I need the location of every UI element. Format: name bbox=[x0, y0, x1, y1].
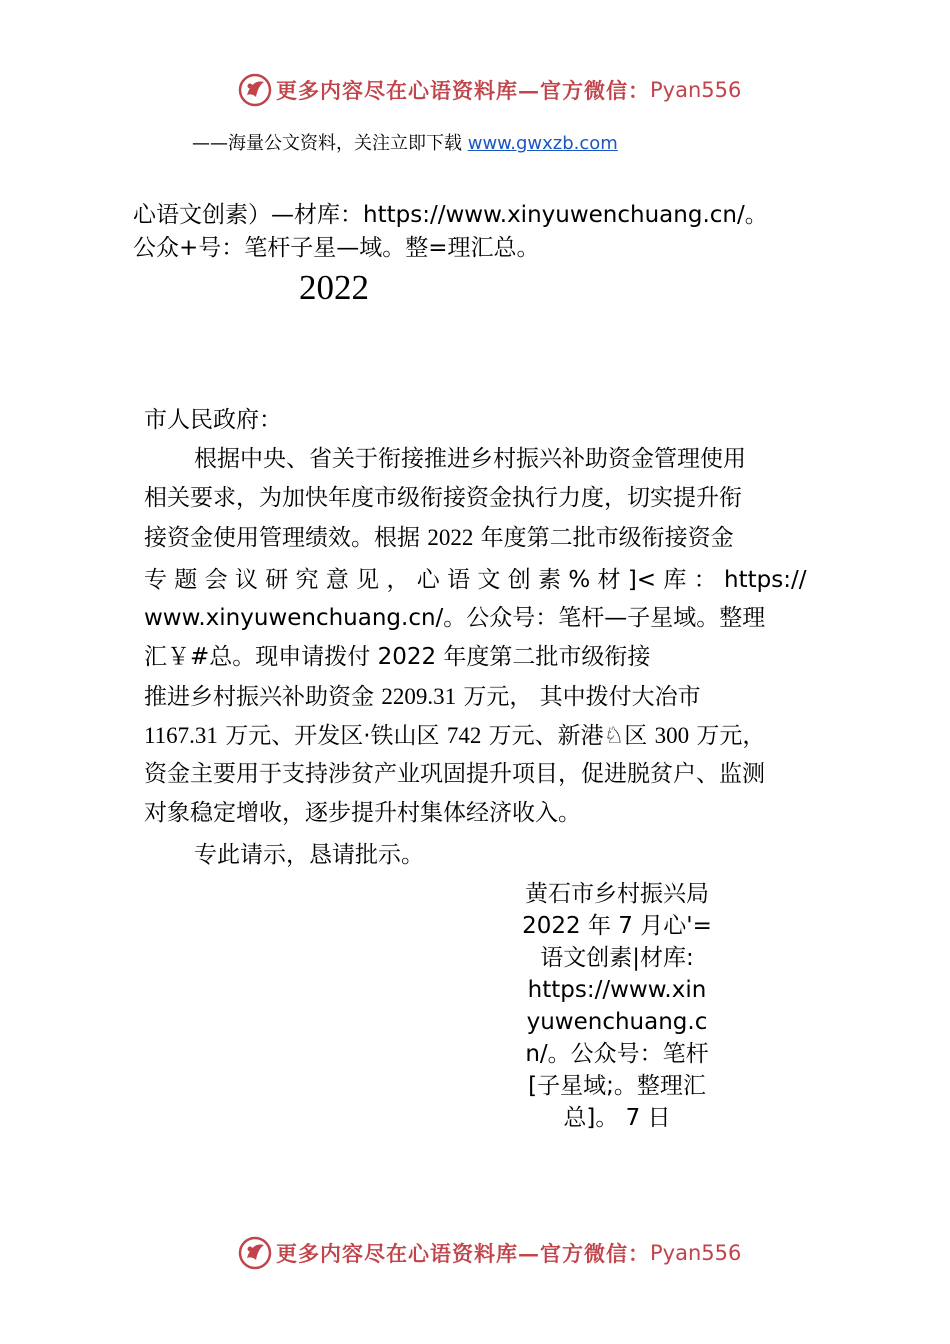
body-line-3b: 年度第二批市级衔接资金 bbox=[473, 525, 734, 551]
banner-text: 更多内容尽在心语资料库—官方微信： bbox=[276, 1241, 650, 1266]
amount-year: 2022 bbox=[427, 525, 474, 550]
addressee: 市人民政府： bbox=[144, 407, 282, 433]
body-line-7b: 万元， 其中拨付大冶市 bbox=[456, 684, 701, 710]
body-line-3a: 接资金使用管理绩效。根据 bbox=[144, 525, 428, 551]
banner-wechat-id: Pyan556 bbox=[650, 78, 742, 102]
brand-logo-icon bbox=[238, 1236, 272, 1270]
signature-date-line-4: yuwenchuang.c bbox=[526, 1009, 708, 1035]
header-line-2: 公众+号：笔杆子星—域。整=理汇总。 bbox=[133, 235, 540, 261]
total-amount: 2209.31 bbox=[381, 684, 457, 709]
banner-text: 更多内容尽在心语资料库—官方微信： bbox=[276, 78, 650, 103]
signature-date-line-5: n/。公众号：笔杆 bbox=[525, 1041, 709, 1067]
subline bbox=[192, 129, 618, 155]
body-line-8b: 万元、新港♘区 bbox=[481, 723, 655, 749]
body-line-4: 专 题 会 议 研 究 意 见 ， 心 语 文 创 素 % 材 ]< 库 ： https:// bbox=[144, 567, 807, 593]
banner-wechat-id: Pyan556 bbox=[650, 1241, 742, 1265]
download-link[interactable]: www.gwxzb.com bbox=[467, 133, 618, 154]
body-line-6: 汇￥#总。现申请拨付 2022 年度第二批市级衔接 bbox=[144, 644, 651, 670]
body-line-8 bbox=[144, 716, 765, 756]
body-line-7 bbox=[144, 677, 701, 717]
signature-date-line-3: https://www.xin bbox=[527, 977, 707, 1003]
signature-block bbox=[512, 878, 722, 1134]
body-line-2: 相关要求，为加快年度市级衔接资金执行力度，切实提升衔 bbox=[144, 485, 742, 511]
amount-kaifaqu: 742 bbox=[446, 723, 482, 748]
amount-daye: 1167.31 bbox=[144, 723, 218, 748]
bottom-banner bbox=[238, 1236, 741, 1270]
body-line-8c: 万元， bbox=[689, 723, 766, 749]
top-banner bbox=[238, 73, 741, 107]
body-line-9: 资金主要用于支持涉贫产业巩固提升项目，促进脱贫户、监测 bbox=[144, 761, 765, 787]
body-line-7a: 推进乡村振兴补助资金 bbox=[144, 684, 382, 710]
signature-date-line-1: 2022 年 7 月心'= bbox=[522, 913, 712, 939]
signature-org: 黄石市乡村振兴局 bbox=[525, 881, 709, 907]
body-line-1: 根据中央、省关于衔接推进乡村振兴补助资金管理使用 bbox=[194, 446, 746, 472]
body-line-5: www.xinyuwenchuang.cn/。公众号：笔杆—子星域。整理 bbox=[144, 605, 766, 631]
signature-date-line-7: 总]。 7 日 bbox=[563, 1105, 671, 1131]
body-line-3 bbox=[144, 518, 734, 558]
body-line-8a: 万元、开发区·铁山区 bbox=[217, 723, 447, 749]
header-line-1: 心语文创素）—材库：https://www.xinyuwenchuang.cn/。 bbox=[133, 202, 768, 228]
brand-logo-icon bbox=[238, 73, 272, 107]
year-title: 2022 bbox=[299, 268, 369, 307]
body-line-10: 对象稳定增收，逐步提升村集体经济收入。 bbox=[144, 800, 581, 826]
closing-line: 专此请示，恳请批示。 bbox=[194, 842, 424, 868]
subline-prefix: ——海量公文资料，关注立即下载 bbox=[192, 133, 468, 154]
signature-date-line-6: [子星域;。整理汇 bbox=[528, 1073, 706, 1099]
signature-date-line-2: 语文创素|材库: bbox=[540, 945, 694, 971]
amount-xingang: 300 bbox=[654, 723, 690, 748]
